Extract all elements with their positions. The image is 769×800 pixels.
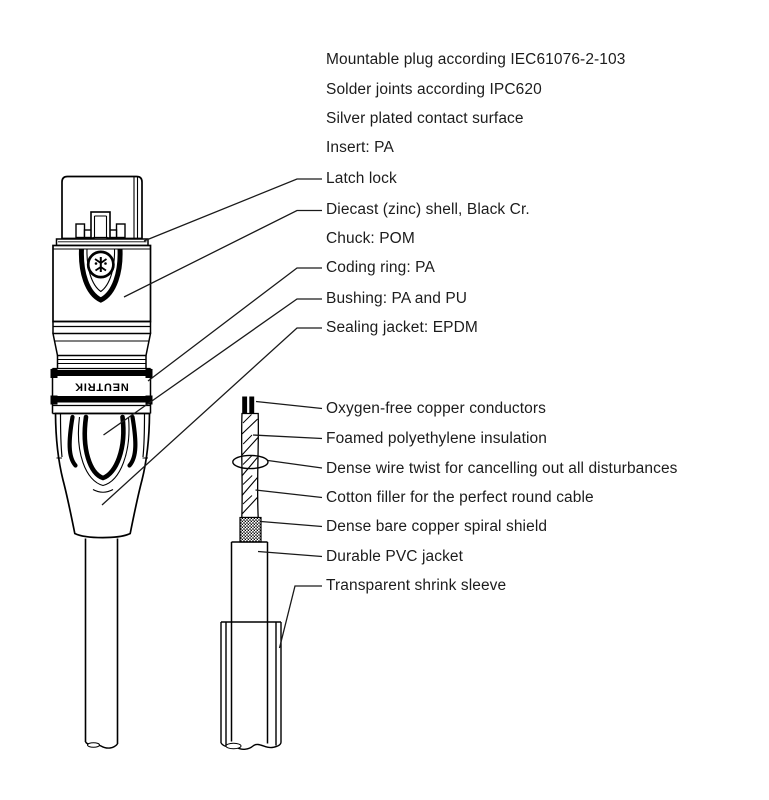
cable-cross-section-drawing [221, 397, 281, 750]
leader-cotton-filler [256, 490, 323, 498]
flange-drawing [57, 239, 149, 246]
label-insert-spec: Insert: PA [326, 139, 394, 156]
twisted-pair [242, 414, 259, 518]
label-pvc-jacket: Durable PVC jacket [326, 548, 464, 565]
conductor-tips [242, 397, 254, 414]
label-latch-lock: Latch lock [326, 170, 397, 187]
chuck-drawing [53, 322, 151, 369]
label-shrink-sleeve: Transparent shrink sleeve [326, 577, 507, 594]
leader-spiral-shield [261, 522, 322, 527]
label-foamed-insulation: Foamed polyethylene insulation [326, 430, 547, 447]
xlr-connector-drawing [51, 177, 153, 749]
label-copper-conductors: Oxygen-free copper conductors [326, 400, 547, 417]
leader-conductors [256, 402, 322, 409]
coding-ring-drawing [51, 369, 153, 414]
label-solder-joints-spec: Solder joints according IPC620 [326, 81, 542, 98]
leader-wire-twist [268, 461, 322, 469]
label-spiral-shield: Dense bare copper spiral shield [326, 518, 548, 535]
label-contact-surface-spec: Silver plated contact surface [326, 110, 524, 127]
label-bushing: Bushing: PA and PU [326, 290, 468, 307]
label-diecast-shell: Diecast (zinc) shell, Black Cr. [326, 201, 530, 218]
shell-drawing [53, 246, 151, 322]
label-sealing-jacket: Sealing jacket: EPDM [326, 319, 478, 336]
label-coding-ring: Coding ring: PA [326, 259, 435, 276]
label-dense-wire-twist: Dense wire twist for cancelling out all disturbances [326, 460, 678, 477]
leader-shrink-sleeve [280, 586, 323, 648]
connector-cable-drawing [86, 539, 118, 749]
leader-insulation [253, 435, 322, 439]
leader-coding-ring [148, 268, 322, 381]
spiral-shield-hatch [240, 518, 261, 543]
pvc-jacket-tube [232, 542, 268, 744]
label-cotton-filler: Cotton filler for the perfect round cable [326, 489, 594, 506]
label-chuck: Chuck: POM [326, 230, 415, 247]
label-mountable-plug-spec: Mountable plug according IEC61076-2-103 [326, 51, 626, 68]
leader-diecast-shell [124, 211, 322, 298]
neutrik-brand-text: NEUTRIK [74, 380, 129, 393]
bushing-drawing [56, 414, 150, 538]
leader-latch-lock [144, 179, 322, 241]
shrink-sleeve-tube [221, 622, 281, 749]
